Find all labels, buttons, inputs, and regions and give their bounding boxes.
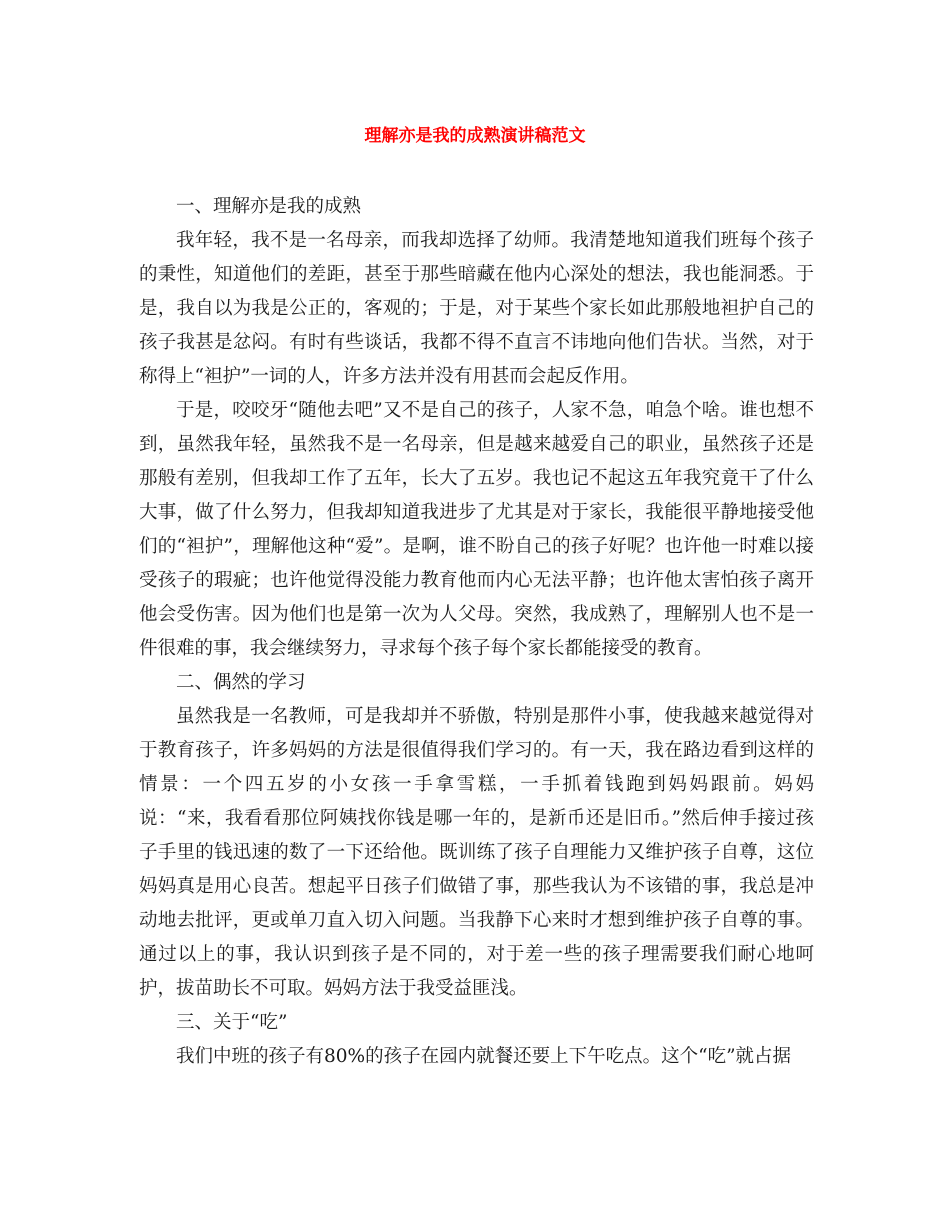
document-title: 理解亦是我的成熟演讲稿范文 bbox=[364, 126, 586, 146]
paragraph: 于是，咬咬牙“随他去吧”又不是自己的孩子，人家不急，咱急个啥。谁也想不到，虽然我年轻，虽然我不是一名母亲，但是越来越爱自己的职业，虽然孩子还是那般有差别，但我却工作了五年，长大了五岁。我也记不起这五年我究竟干了什么大事，做了什么努力，但我却知道我进步了尤其是对于家长，我能很平静地接受他们的“袒护”，理解他这种“爱”。是啊，谁不盼自己的孩子好呢？也许他一时难以接受孩子的瑕疵；也许他觉得没能力教育他而内心无法平静；也许他太害怕孩子离开他会受伤害。因为他们也是第一次为人父母。突然，我成熟了，理解别人也不是一件很难的事，我会继续努力，寻求每个孩子每个家长都能接受的教育。 bbox=[139, 400, 814, 659]
paragraph: 虽然我是一名教师，可是我却并不骄傲，特别是那件小事，使我越来越觉得对于教育孩子，许多妈妈的方法是很值得我们学习的。有一天，我在路边看到这样的情景：一个四五岁的小女孩一手拿雪糕，一手抓着钱跑到妈妈跟前。妈妈说：“来，我看看那位阿姨找你钱是哪一年的，是新币还是旧币。”然后伸手接过孩子手里的钱迅速的数了一下还给他。既训练了孩子自理能力又维护孩子自尊，这位妈妈真是用心良苦。想起平日孩子们做错了事，那些我认为不该错的事，我总是冲动地去批评，更或单刀直入切入问题。当我静下心来时才想到维护孩子自尊的事。通过以上的事，我认识到孩子是不同的，对于差一些的孩子理需要我们耐心地呵护，拔苗助长不可取。妈妈方法于我受益匪浅。 bbox=[139, 706, 814, 999]
paragraph: 我年轻，我不是一名母亲，而我却选择了幼师。我清楚地知道我们班每个孩子的秉性，知道他们的差距，甚至于那些暗藏在他内心深处的想法，我也能洞悉。于是，我自以为我是公正的，客观的；于是，对于某些个家长如此那般地袒护自己的孩子我甚是忿闷。有时有些谈话，我都不得不直言不讳地向他们告状。当然，对于称得上“袒护”一词的人，许多方法并没有用甚而会起反作用。 bbox=[139, 230, 814, 387]
paragraph: 我们中班的孩子有80%的孩子在园内就餐还要上下午吃点。这个“吃”就占据 bbox=[176, 1046, 792, 1067]
document-body bbox=[139, 190, 814, 1074]
section-heading-2: 二、偶然的学习 bbox=[176, 672, 306, 693]
section-heading-1: 一、理解亦是我的成熟 bbox=[176, 196, 362, 217]
section-heading-3: 三、关于“吃” bbox=[176, 1012, 288, 1033]
